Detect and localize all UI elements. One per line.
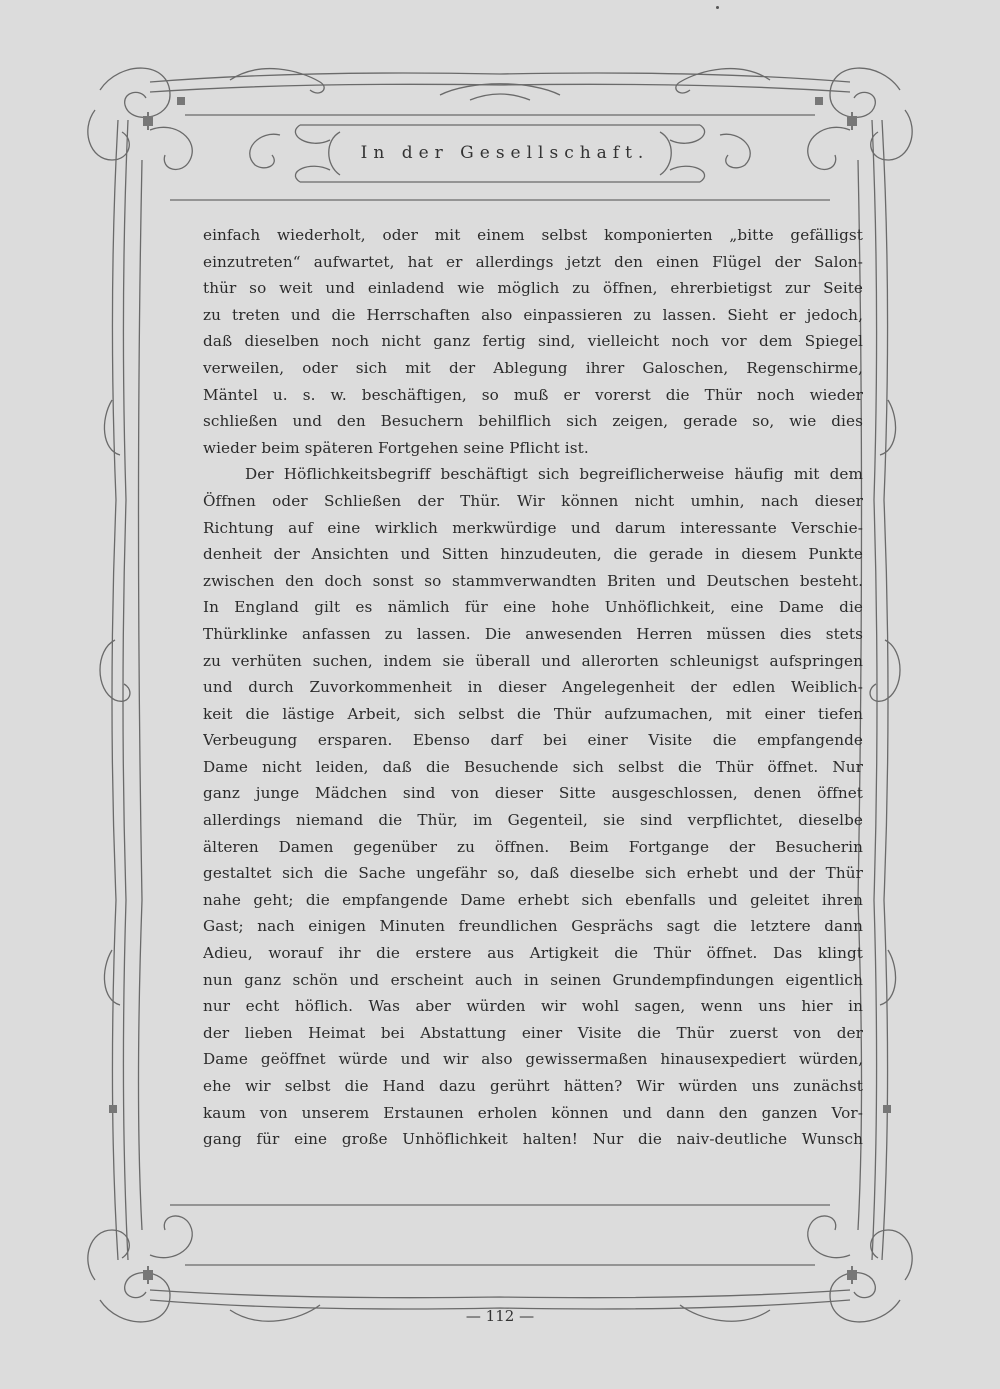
text-line: Adieu, worauf ihr die erstere aus Artigkeit die Thür öffnet. Das klingt (203, 944, 863, 963)
text-line: gestaltet sich die Sache ungefähr so, daß dieselbe sich erhebt und der Thür (203, 864, 863, 883)
text-line: Dame nicht leiden, daß die Besuchende sich selbst die Thür öffnet. Nur (203, 757, 863, 776)
text-line: der lieben Heimat bei Abstattung einer Visite die Thür zuerst von der (203, 1023, 863, 1042)
text-line: gang für eine große Unhöflichkeit halten! Nur die naiv-deutliche Wunsch (203, 1130, 863, 1149)
text-line: einzutreten“ aufwartet, hat er allerdings jetzt den einen Flügel der Salon- (203, 252, 863, 271)
print-speck (716, 6, 719, 9)
text-line: Richtung auf eine wirklich merkwürdige und darum interessante Verschie- (203, 518, 863, 537)
text-line: älteren Damen gegenüber zu öffnen. Beim Fortgange der Besucherin (203, 837, 863, 856)
body-text (203, 222, 863, 1153)
text-line: Thürklinke anfassen zu lassen. Die anwesenden Herren müssen dies stets (203, 624, 863, 643)
text-line: Gast; nach einigen Minuten freundlichen Gesprächs sagt die letztere dann (203, 917, 863, 936)
text-line: Dame geöffnet würde und wir also gewissermaßen hinausexpediert würden, (203, 1050, 863, 1069)
text-line: zu treten und die Herrschaften also einpassieren zu lassen. Sieht er jedoch, (203, 305, 863, 324)
text-line: kaum von unserem Erstaunen erholen können und dann den ganzen Vor- (203, 1103, 863, 1122)
page-number: — 112 — (465, 1307, 535, 1325)
text-line: nahe geht; die empfangende Dame erhebt sich ebenfalls und geleitet ihren (203, 890, 863, 909)
text-line: Mäntel u. s. w. beschäftigen, so muß er vorerst die Thür noch wieder (203, 385, 863, 404)
text-line: und durch Zuvorkommenheit in dieser Angelegenheit der edlen Weiblich- (203, 678, 863, 697)
text-line: allerdings niemand die Thür, im Gegenteil, sie sind verpflichtet, dieselbe (203, 811, 863, 830)
text-line: einfach wiederholt, oder mit einem selbst komponierten „bitte gefälligst (203, 226, 863, 244)
text-line: thür so weit und einladend wie möglich zu öffnen, ehrerbietigst zur Seite (203, 279, 863, 298)
text-line: nur echt höflich. Was aber würden wir wohl sagen, wenn uns hier in (203, 997, 863, 1016)
text-line: In England gilt es nämlich für eine hohe Unhöflichkeit, eine Dame die (203, 598, 863, 617)
text-line: nun ganz schön und erscheint auch in seinen Grundempfindungen eigentlich (203, 970, 863, 989)
running-header: In der Gesellschaft. (360, 143, 650, 163)
text-line: verweilen, oder sich mit der Ablegung ihrer Galoschen, Regenschirme, (203, 358, 863, 377)
text-line: zwischen den doch sonst so stammverwandten Briten und Deutschen besteht. (203, 571, 863, 590)
text-line: ehe wir selbst die Hand dazu gerührt hätten? Wir würden uns zunächst (203, 1077, 863, 1095)
text-line: wieder beim späteren Fortgehen seine Pflicht ist. (203, 438, 589, 457)
text-line: denheit der Ansichten und Sitten hinzudeuten, die gerade in diesem Punkte (203, 545, 863, 564)
text-line: ganz junge Mädchen sind von dieser Sitte ausgeschlossen, denen öffnet (203, 784, 863, 803)
text-line: Öffnen oder Schließen der Thür. Wir können nicht umhin, nach dieser (203, 491, 863, 510)
text-line: Verbeugung ersparen. Ebenso darf bei einer Visite die empfangende (203, 731, 863, 750)
text-line: Der Höflichkeitsbegriff beschäftigt sich begreiflicherweise häufig mit dem (245, 465, 863, 484)
text-line: zu verhüten suchen, indem sie überall und allerorten schleunigst aufspringen (203, 651, 863, 670)
text-line: keit die lästige Arbeit, sich selbst die Thür aufzumachen, mit einer tiefen (203, 704, 863, 723)
text-line: schließen und den Besuchern behilflich sich zeigen, gerade so, wie dies (203, 412, 863, 431)
text-line: daß dieselben noch nicht ganz fertig sind, vielleicht noch vor dem Spiegel (203, 332, 863, 351)
